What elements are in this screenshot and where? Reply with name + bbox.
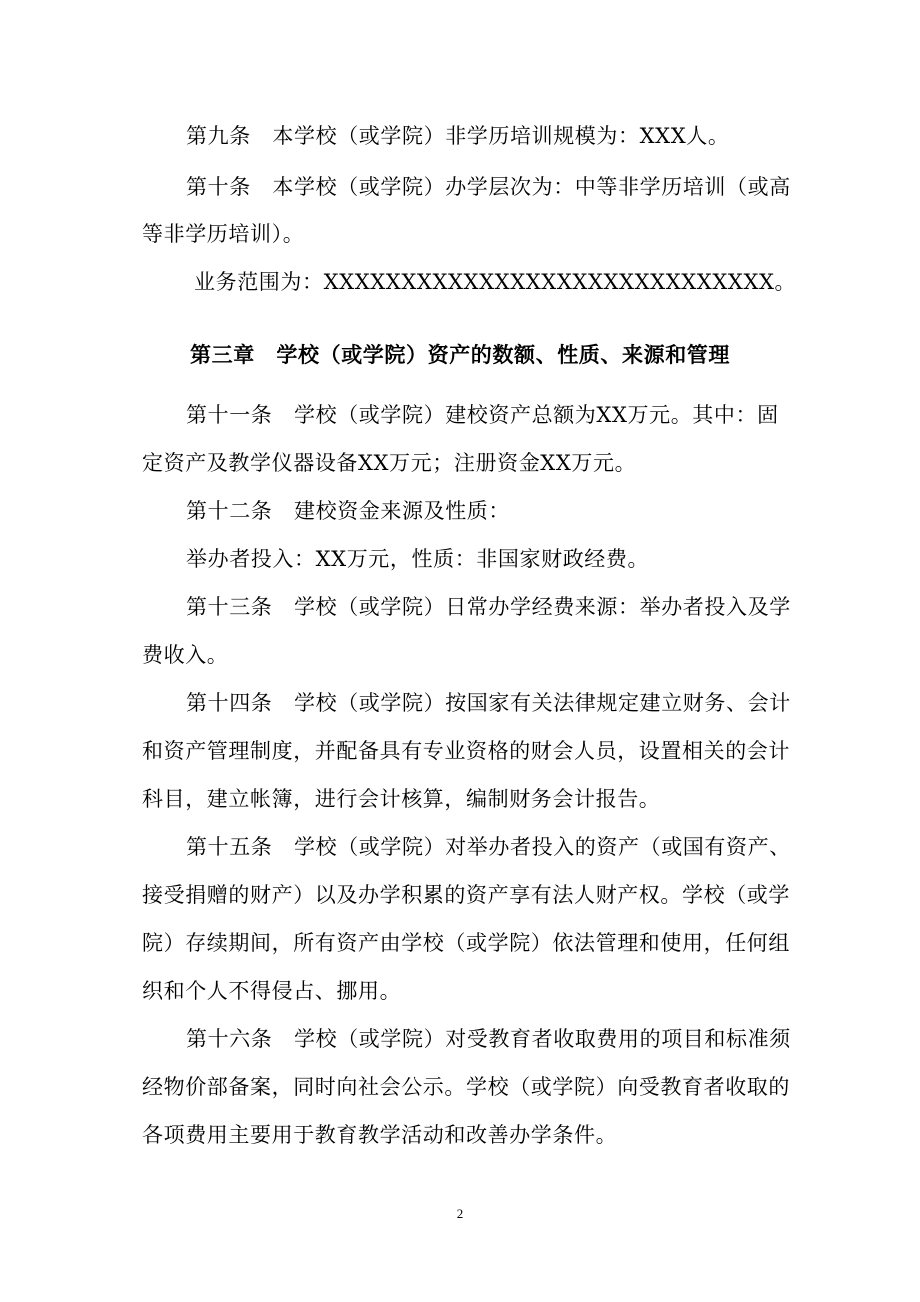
article-15-line-4: 织和个人不得侵占、挪用。 (142, 979, 402, 1003)
business-scope-line: 业务范围为：XXXXXXXXXXXXXXXXXXXXXXXXXXXXX。 (194, 270, 797, 294)
article-13-line-1: 第十三条 学校（或学院）日常办学经费来源：举办者投入及学 (186, 595, 791, 619)
article-13-line-2: 费收入。 (142, 643, 229, 667)
article-11-line-1: 第十一条 学校（或学院）建校资产总额为XX万元。其中：固 (186, 403, 779, 427)
article-16-line-3: 各项费用主要用于教育教学活动和改善办学条件。 (142, 1123, 618, 1147)
article-16-line-2: 经物价部备案，同时向社会公示。学校（或学院）向受教育者收取的 (142, 1075, 790, 1099)
article-12-line-2: 举办者投入：XX万元，性质：非国家财政经费。 (186, 547, 650, 571)
article-15-line-1: 第十五条 学校（或学院）对举办者投入的资产（或国有资产、 (186, 835, 791, 859)
article-10-line-1: 第十条 本学校（或学院）办学层次为：中等非学历培训（或高 (186, 175, 791, 199)
chapter-heading: 第三章 学校（或学院）资产的数额、性质、来源和管理 (190, 342, 730, 367)
page-number: 2 (456, 1206, 464, 1221)
article-11-line-2: 定资产及教学仪器设备XX万元；注册资金XX万元。 (142, 451, 637, 475)
article-14-line-2: 和资产管理制度，并配备具有专业资格的财会人员，设置相关的会计 (142, 739, 790, 763)
article-14-line-3: 科目，建立帐簿，进行会计核算，编制财务会计报告。 (142, 787, 661, 811)
article-14-line-1: 第十四条 学校（或学院）按国家有关法律规定建立财务、会计 (186, 691, 791, 715)
article-15-line-2: 接受捐赠的财产）以及办学积累的资产享有法人财产权。学校（或学 (142, 883, 790, 907)
article-12-line-1: 第十二条 建校资金来源及性质： (186, 499, 510, 523)
article-9-line-1: 第九条 本学校（或学院）非学历培训规模为：XXX人。 (186, 124, 730, 148)
article-15-line-3: 院）存续期间，所有资产由学校（或学院）依法管理和使用，任何组 (142, 931, 790, 955)
article-10-line-2: 等非学历培训）。 (142, 222, 305, 246)
article-16-line-1: 第十六条 学校（或学院）对受教育者收取费用的项目和标准须 (186, 1027, 791, 1051)
